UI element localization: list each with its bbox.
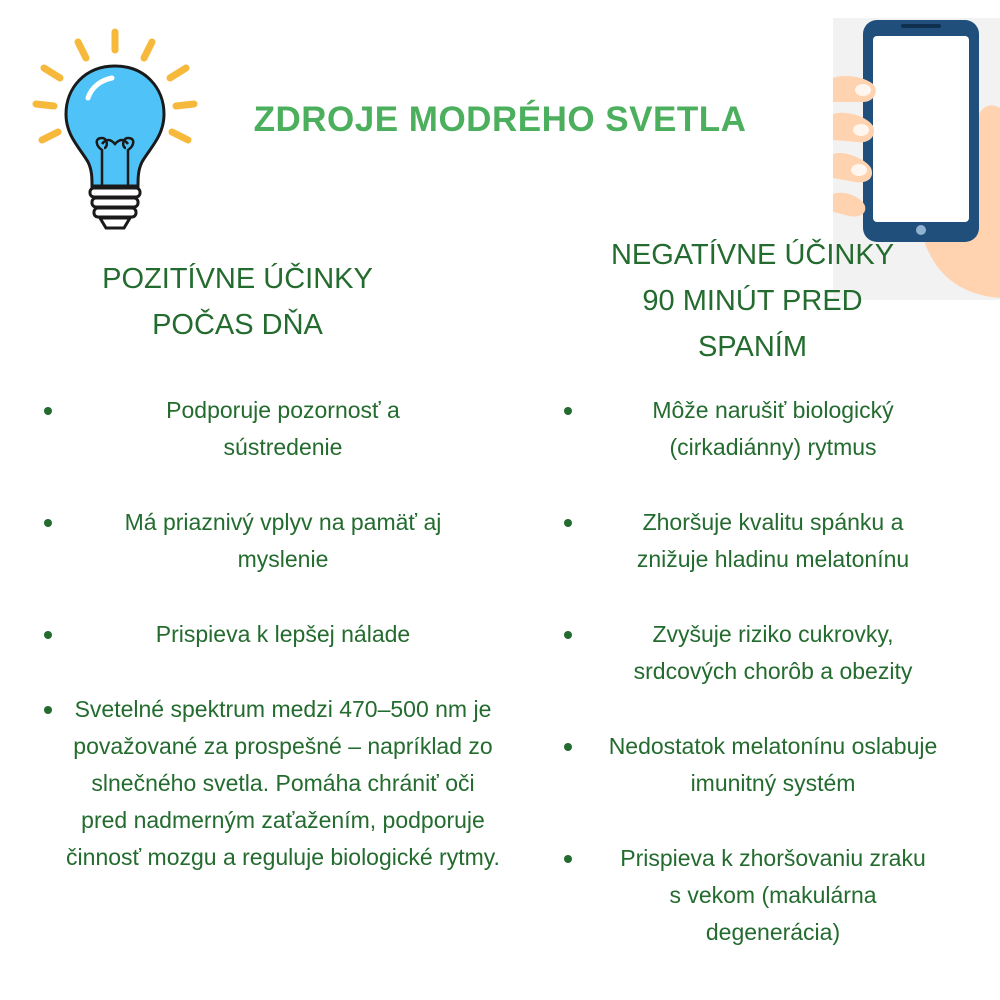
bullet-icon xyxy=(44,407,52,415)
list-item xyxy=(40,504,500,578)
bullet-icon xyxy=(44,631,52,639)
positive-effects-list xyxy=(40,392,500,914)
negative-heading-line-2: 90 MINÚT PRED xyxy=(642,285,863,317)
negative-heading-line-1: NEGATÍVNE ÚČINKY xyxy=(610,239,895,271)
list-item xyxy=(40,691,500,876)
list-item xyxy=(40,392,500,466)
bullet-icon xyxy=(564,519,572,527)
list-item xyxy=(560,392,960,466)
list-item xyxy=(560,504,960,578)
list-item-text: Môže narušiť biologický (cirkadiánny) rytmus xyxy=(652,397,894,460)
positive-effects-heading xyxy=(40,256,435,348)
bullet-icon xyxy=(564,743,572,751)
list-item xyxy=(560,728,960,802)
bullet-icon xyxy=(44,519,52,527)
list-item xyxy=(560,840,960,951)
positive-heading-line-1: POZITÍVNE ÚČINKY xyxy=(102,263,373,295)
bullet-icon xyxy=(564,407,572,415)
bullet-icon xyxy=(564,631,572,639)
list-item xyxy=(40,616,500,653)
list-item-text: Zvyšuje riziko cukrovky, srdcových chorôb a obezity xyxy=(633,621,913,684)
list-item-text: Prispieva k lepšej nálade xyxy=(155,621,411,647)
negative-effects-list xyxy=(560,392,960,989)
list-item-text: Má priaznivý vplyv na pamäť aj myslenie xyxy=(124,509,442,572)
bullet-icon xyxy=(564,855,572,863)
list-item-text: Podporuje pozornosť a sústredenie xyxy=(166,397,400,460)
list-item-text: Zhoršuje kvalitu spánku a znižuje hladinu melatonínu xyxy=(636,509,910,572)
negative-effects-heading xyxy=(570,232,935,370)
light-bulb-icon xyxy=(30,28,200,233)
list-item xyxy=(560,616,960,690)
positive-heading-line-2: POČAS DŇA xyxy=(152,309,323,341)
list-item-text: Svetelné spektrum medzi 470–500 nm je považované za prospešné – napríklad zo slnečného svetla. Pomáha chrániť oči pred nadmerným zaťažením, podporuje činnosť mozgu a reguluje biologické rytmy. xyxy=(66,696,500,870)
list-item-text: Prispieva k zhoršovaniu zraku s vekom (makulárna degenerácia) xyxy=(620,845,926,945)
bullet-icon xyxy=(44,706,52,714)
page-title: ZDROJE MODRÉHO SVETLA xyxy=(253,100,747,139)
list-item-text: Nedostatok melatonínu oslabuje imunitný systém xyxy=(608,733,938,796)
negative-heading-line-3: SPANÍM xyxy=(697,331,808,363)
